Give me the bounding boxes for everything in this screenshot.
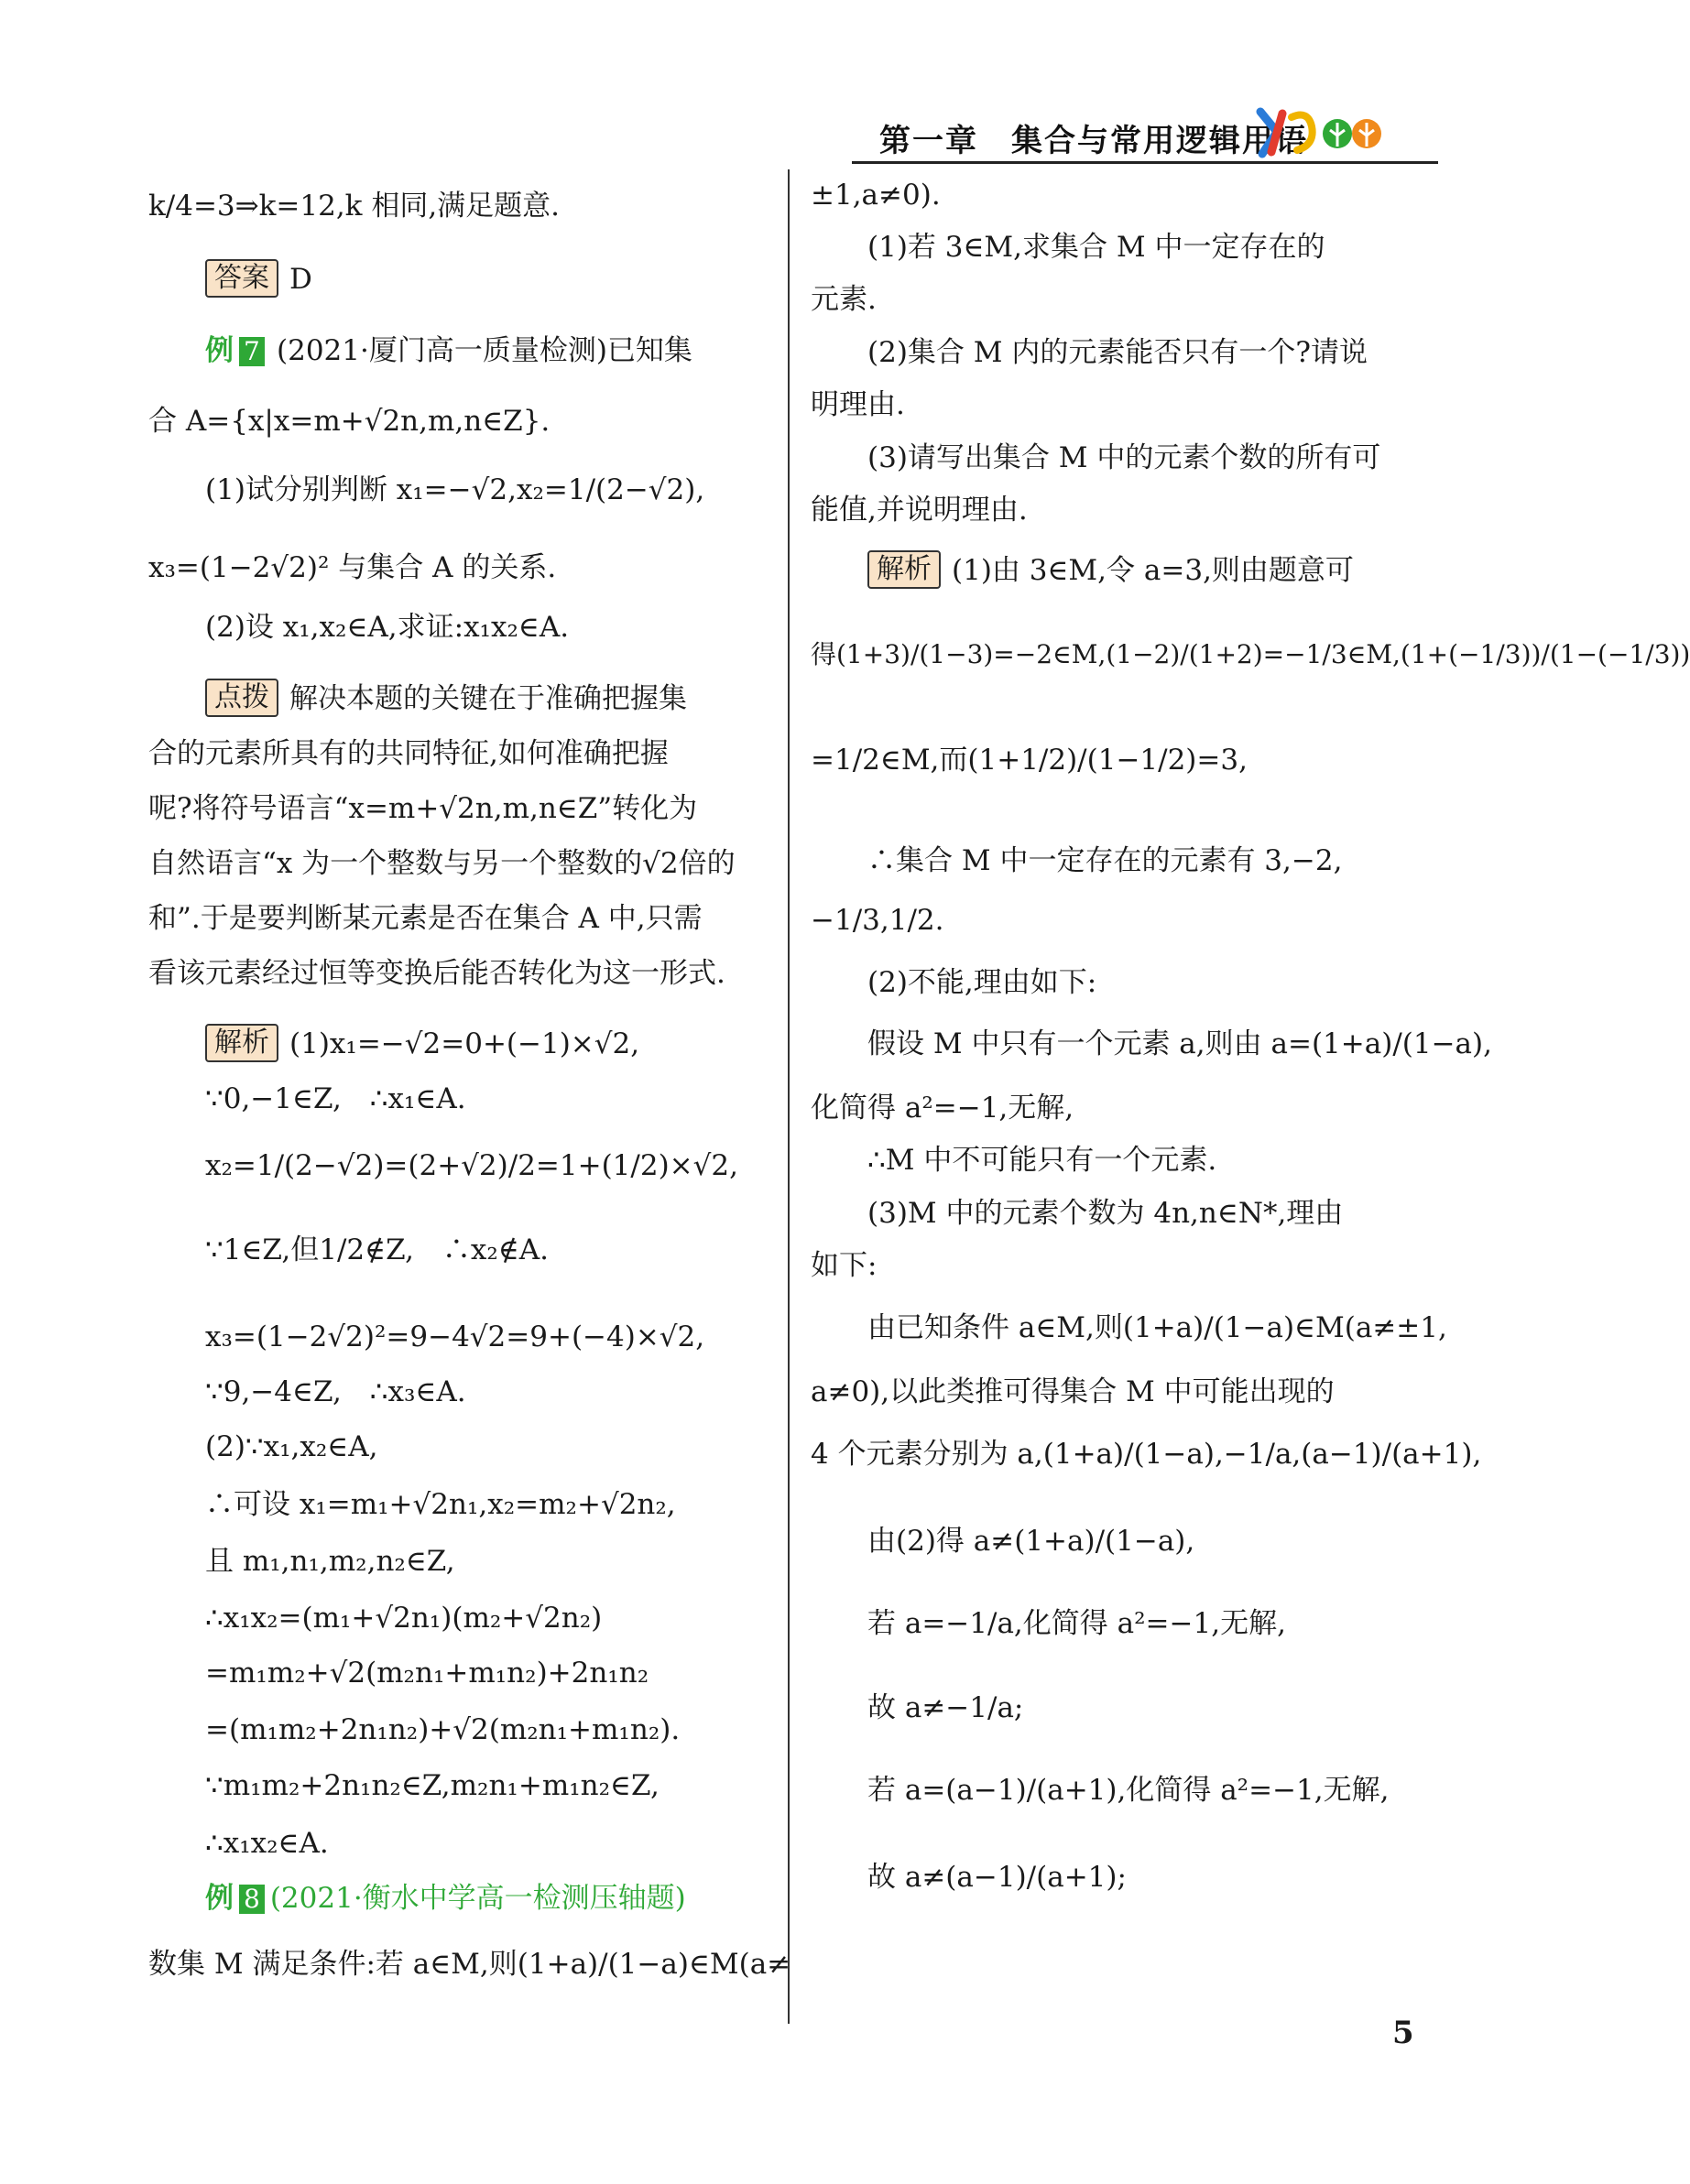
text-line: 呢?将符号语言“x=m+√2n,m,n∈Z”转化为	[148, 792, 698, 825]
text-line: 合的元素所具有的共同特征,如何准确把握	[148, 737, 669, 770]
example-number: 8	[239, 1885, 265, 1914]
chapter-logo-icon	[1255, 104, 1383, 159]
text-line: ∴可设 x₁=m₁+√2n₁,x₂=m₂+√2n₂,	[205, 1488, 676, 1521]
text-line: a≠0),以此类推可得集合 M 中可能出现的	[811, 1375, 1335, 1408]
text-line: 明理由.	[811, 388, 905, 421]
text-line: 数集 M 满足条件:若 a∈M,则(1+a)/(1−a)∈M(a≠	[148, 1948, 791, 1981]
page-number: 5	[1392, 2015, 1414, 2051]
text-line: (2)∵x₁,x₂∈A,	[205, 1430, 378, 1463]
text-line: ∵m₁m₂+2n₁n₂∈Z,m₂n₁+m₁n₂∈Z,	[205, 1769, 660, 1802]
header-rule	[852, 161, 1438, 164]
text-line: ∴x₁x₂=(m₁+√2n₁)(m₂+√2n₂)	[205, 1602, 603, 1635]
example-source: (2021·衡水中学高一检测压轴题)	[269, 1882, 686, 1915]
text-line: ∴M 中不可能只有一个元素.	[867, 1144, 1217, 1177]
text-line: 看该元素经过恒等变换后能否转化为这一形式.	[148, 957, 725, 990]
text-line: 自然语言“x 为一个整数与另一个整数的√2倍的	[148, 847, 736, 880]
text-line: =(m₁m₂+2n₁n₂)+√2(m₂n₁+m₁n₂).	[205, 1713, 681, 1746]
hint-text: 解决本题的关键在于准确把握集	[289, 682, 687, 715]
example-8-heading	[205, 1880, 686, 1917]
text-line: =1/2∈M,而(1+1/2)/(1−1/2)=3,	[811, 744, 1248, 777]
text-line: 和”.于是要判断某元素是否在集合 A 中,只需	[148, 902, 703, 935]
text-line: (2)集合 M 内的元素能否只有一个?请说	[867, 336, 1368, 369]
text-line: (2)设 x₁,x₂∈A,求证:x₁x₂∈A.	[205, 611, 570, 644]
analysis-text: (1)x₁=−√2=0+(−1)×√2,	[289, 1027, 640, 1060]
text-line: ±1,a≠0).	[811, 179, 941, 212]
text-line: 4 个元素分别为 a,(1+a)/(1−a),−1/a,(a−1)/(a+1),	[811, 1438, 1482, 1471]
text-line: 若 a=(a−1)/(a+1),化简得 a²=−1,无解,	[867, 1774, 1390, 1807]
text-line: (1)若 3∈M,求集合 M 中一定存在的	[867, 231, 1325, 264]
column-divider	[788, 169, 790, 2024]
text-line: 由(2)得 a≠(1+a)/(1−a),	[867, 1525, 1195, 1558]
text-line: 能值,并说明理由.	[811, 494, 1028, 527]
text-line: x₂=1/(2−√2)=(2+√2)/2=1+(1/2)×√2,	[205, 1149, 738, 1182]
text-line: 得(1+3)/(1−3)=−2∈M,(1−2)/(1+2)=−1/3∈M,(1+(−1/3))/(1−(−1/3))	[811, 639, 1690, 669]
text-line: 合 A={x|x=m+√2n,m,n∈Z}.	[148, 405, 551, 438]
hint-line	[148, 680, 687, 719]
text-line: k/4=3⇒k=12,k 相同,满足题意.	[148, 190, 561, 223]
analysis-tag: 解析	[205, 1024, 278, 1062]
text-line: (1)试分别判断 x₁=−√2,x₂=1/(2−√2),	[205, 473, 705, 506]
text-line: 元素.	[811, 283, 877, 316]
text-line: (2021·厦门高一质量检测)已知集	[277, 334, 692, 367]
text-line: (3)M 中的元素个数为 4n,n∈N*,理由	[867, 1197, 1344, 1230]
hint-tag: 点拨	[205, 679, 278, 717]
text-line: ∵1∈Z,但1/2∉Z, ∴x₂∉A.	[205, 1233, 550, 1266]
answer-line	[148, 261, 312, 299]
text-line: ∵9,−4∈Z, ∴x₃∈A.	[205, 1375, 466, 1408]
text-line: 化简得 a²=−1,无解,	[811, 1092, 1074, 1125]
page-header	[852, 108, 1438, 163]
chapter-title: 第一章 集合与常用逻辑用语	[879, 123, 1308, 159]
example-7-heading	[205, 332, 270, 369]
analysis-text: (1)由 3∈M,令 a=3,则由题意可	[952, 554, 1354, 587]
analysis-line	[811, 552, 1354, 591]
example-label: 例	[205, 334, 234, 367]
text-line: =m₁m₂+√2(m₂n₁+m₁n₂)+2n₁n₂	[205, 1657, 649, 1690]
text-line: 故 a≠(a−1)/(a+1);	[867, 1861, 1127, 1894]
text-line: −1/3,1/2.	[811, 904, 944, 937]
text-line: (3)请写出集合 M 中的元素个数的所有可	[867, 441, 1381, 474]
text-line: ∵0,−1∈Z, ∴x₁∈A.	[205, 1082, 466, 1115]
text-line: x₃=(1−2√2)² 与集合 A 的关系.	[148, 551, 557, 584]
text-line: 故 a≠−1/a;	[867, 1691, 1024, 1724]
text-line: 如下:	[811, 1249, 878, 1282]
text-line: 由已知条件 a∈M,则(1+a)/(1−a)∈M(a≠±1,	[867, 1311, 1447, 1344]
text-line: ∴集合 M 中一定存在的元素有 3,−2,	[867, 844, 1343, 877]
text-line: 若 a=−1/a,化简得 a²=−1,无解,	[867, 1607, 1286, 1640]
text-line: 假设 M 中只有一个元素 a,则由 a=(1+a)/(1−a),	[867, 1027, 1492, 1060]
text-line: (2)不能,理由如下:	[867, 966, 1097, 999]
answer-value: D	[289, 263, 312, 296]
analysis-line	[148, 1026, 639, 1064]
text-line: x₃=(1−2√2)²=9−4√2=9+(−4)×√2,	[205, 1320, 705, 1353]
text-line: 且 m₁,n₁,m₂,n₂∈Z,	[205, 1545, 455, 1578]
text-line: ∴x₁x₂∈A.	[205, 1827, 329, 1860]
example-number: 7	[239, 337, 265, 366]
example-label: 例	[205, 1882, 234, 1915]
analysis-tag: 解析	[867, 550, 941, 589]
answer-tag: 答案	[205, 259, 278, 298]
